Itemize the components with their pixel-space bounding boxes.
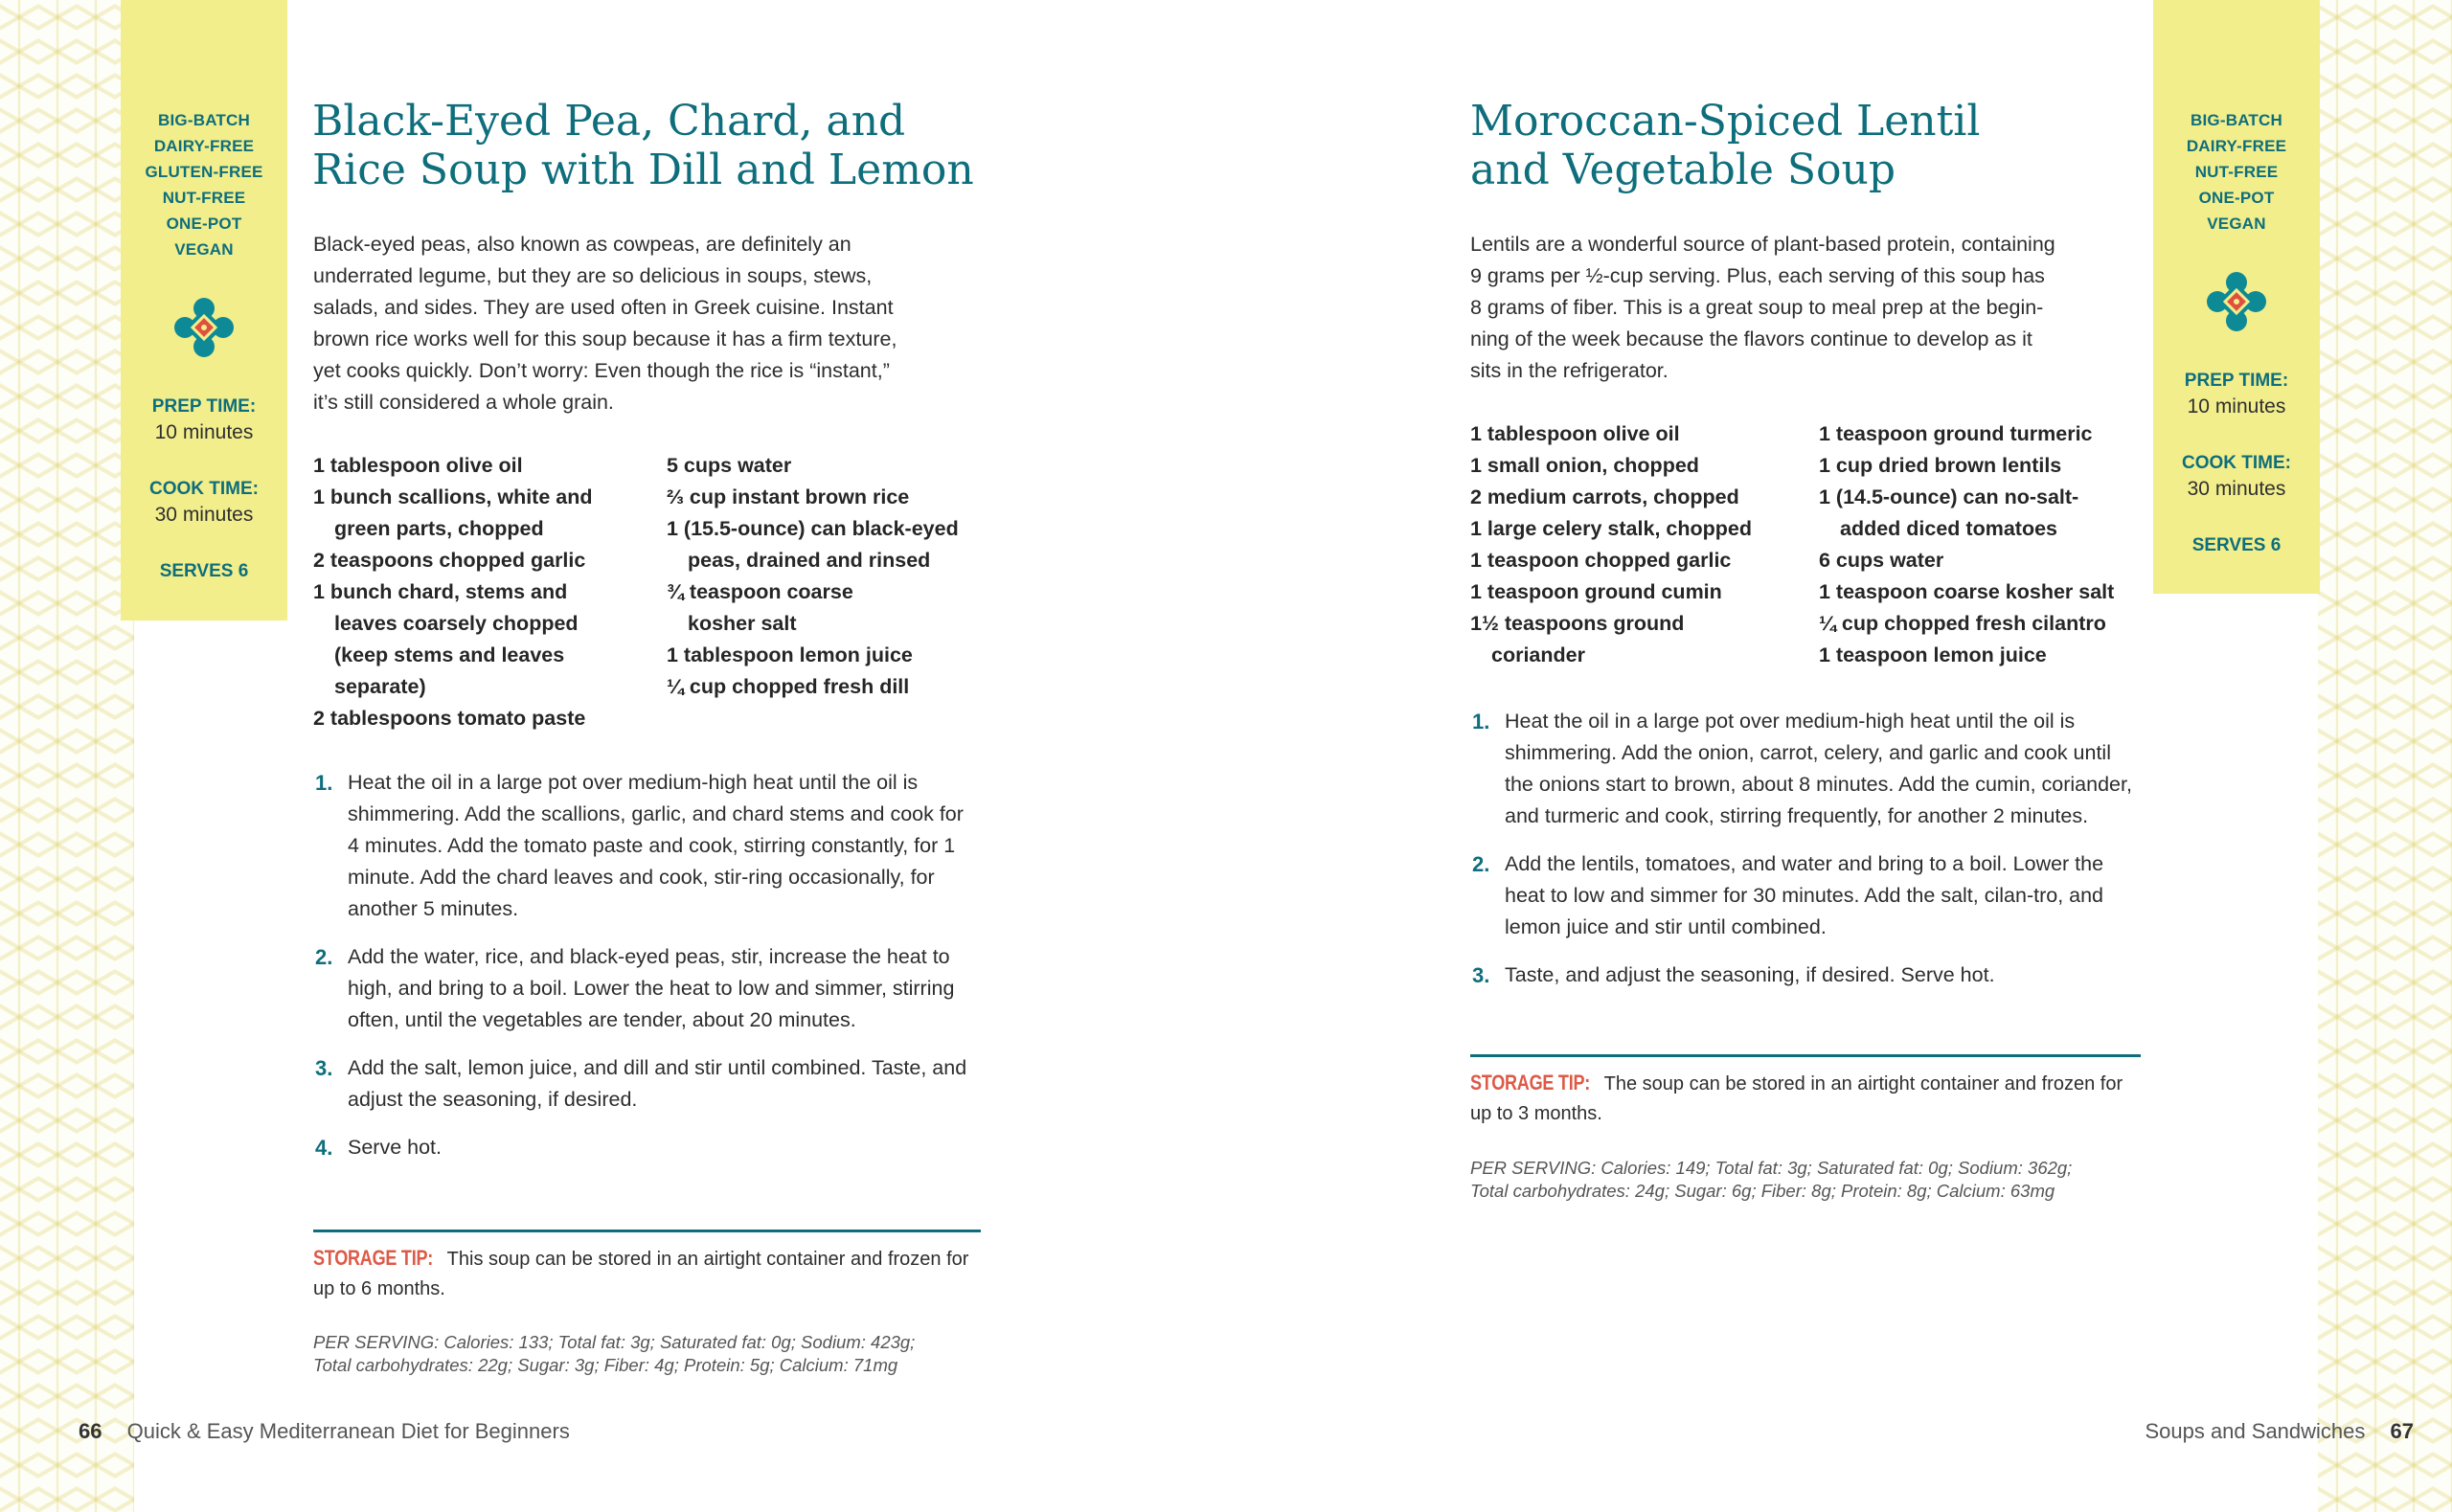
book-title: Quick & Easy Mediterranean Diet for Beginners: [126, 1419, 570, 1443]
recipe-info-sidebar-left: [121, 0, 287, 621]
section-divider: [313, 1230, 981, 1232]
step-number: 3.: [315, 1056, 333, 1080]
intro-line: 9 grams per ½-cup serving. Plus, each serving of this soup has: [1470, 264, 2045, 287]
recipe-steps-right: [1470, 706, 2141, 1007]
ingredient-item: 1 tablespoon olive oil: [313, 454, 523, 477]
cook-time-value: 30 minutes: [154, 504, 254, 526]
ingredient-item: 1 bunch scallions, white and green parts, chopped: [313, 485, 593, 540]
cook-time: [2153, 451, 2320, 503]
diet-tag: VEGAN: [2207, 214, 2266, 233]
recipe-step: [1470, 959, 2141, 991]
ingredient-item: 1 teaspoon coarse kosher salt: [1819, 580, 2115, 603]
ingredient-item: 1 tablespoon olive oil: [1470, 422, 1680, 445]
recipe-step: [313, 941, 974, 1036]
decorative-pattern-right: [2318, 0, 2452, 1512]
cook-time-label: COOK TIME:: [149, 479, 259, 499]
page-number: 66: [79, 1419, 102, 1443]
storage-tip-label: STORAGE TIP:: [313, 1246, 434, 1270]
intro-line: salads, and sides. They are used often in Greek cuisine. Instant: [313, 296, 894, 319]
cook-time-value: 30 minutes: [2187, 478, 2286, 500]
recipe-title-line: Moroccan-Spiced Lentil: [1470, 97, 1981, 146]
nutrition-line: PER SERVING: Calories: 149; Total fat: 3g; Saturated fat: 0g; Sodium: 362g;: [1470, 1158, 2073, 1178]
diet-tag: GLUTEN-FREE: [145, 163, 263, 181]
recipe-step: [1470, 706, 2141, 832]
intro-line: 8 grams of fiber. This is a great soup to meal prep at the begin-: [1470, 296, 2044, 319]
footer-left: [79, 1419, 570, 1444]
prep-time: [121, 395, 287, 446]
section-divider: [1470, 1054, 2141, 1057]
ingredient-item: ¾ teaspoon coarse kosher salt: [667, 580, 853, 635]
ingredient-item: 1 cup dried brown lentils: [1819, 454, 2062, 477]
prep-time: [2153, 369, 2320, 420]
step-text: Serve hot.: [348, 1136, 442, 1159]
recipe-step: [313, 1052, 974, 1116]
servings-label: SERVES 6: [2191, 535, 2282, 555]
recipe-info-sidebar-right: [2153, 0, 2320, 594]
diet-tag: VEGAN: [174, 240, 234, 259]
ornament-icon: [2206, 271, 2267, 332]
diet-tag: ONE-POT: [2198, 189, 2275, 207]
ingredients-column-2-right: [1819, 418, 2145, 671]
ingredient-item: 1½ teaspoons ground coriander: [1470, 612, 1685, 666]
step-text: Add the lentils, tomatoes, and water and bring to a boil. Lower the heat to low and simmer for 30 minutes. Add the salt, cilan-tro, and lemon juice and stir until combined.: [1505, 852, 2104, 938]
recipe-step: [313, 1132, 974, 1163]
storage-tip-left: [313, 1243, 984, 1304]
recipe-steps-left: [313, 767, 974, 1180]
ingredients-column-1-right: [1470, 418, 1796, 671]
step-number: 2.: [1472, 852, 1490, 876]
prep-time-label: PREP TIME:: [2184, 371, 2289, 391]
step-text: Add the salt, lemon juice, and dill and stir until combined. Taste, and adjust the seasoning, if desired.: [348, 1056, 967, 1111]
intro-line: Lentils are a wonderful source of plant-based protein, containing: [1470, 233, 2055, 256]
ingredient-item: 1 tablespoon lemon juice: [667, 643, 913, 666]
nutrition-line: Total carbohydrates: 22g; Sugar: 3g; Fiber: 4g; Protein: 5g; Calcium: 71mg: [313, 1355, 898, 1375]
recipe-intro-right: [1470, 229, 2150, 387]
ingredient-item: 2 medium carrots, chopped: [1470, 485, 1739, 508]
nutrition-line: Total carbohydrates: 24g; Sugar: 6g; Fiber: 8g; Protein: 8g; Calcium: 63mg: [1470, 1181, 2055, 1201]
intro-line: sits in the refrigerator.: [1470, 359, 1669, 382]
intro-line: underrated legume, but they are so delicious in soups, stews,: [313, 264, 873, 287]
decorative-pattern-left: [0, 0, 134, 1512]
ingredient-item: 1 teaspoon ground turmeric: [1819, 422, 2093, 445]
ingredient-item: 1 teaspoon chopped garlic: [1470, 549, 1732, 572]
ingredient-item: 1 bunch chard, stems and leaves coarsely chopped (keep stems and leaves separate): [313, 580, 579, 698]
diet-tag: NUT-FREE: [2194, 163, 2279, 181]
ingredient-item: 6 cups water: [1819, 549, 1944, 572]
step-number: 1.: [1472, 710, 1490, 733]
diet-tag: BIG-BATCH: [158, 111, 250, 129]
ingredient-item: ¼ cup chopped fresh cilantro: [1819, 612, 2106, 635]
ingredient-item: 2 teaspoons chopped garlic: [313, 549, 586, 572]
page-number: 67: [2390, 1419, 2414, 1443]
diet-tag: DAIRY-FREE: [153, 137, 255, 155]
ingredient-item: 2 tablespoons tomato paste: [313, 707, 586, 730]
step-text: Add the water, rice, and black-eyed peas, stir, increase the heat to high, and bring to a boil. Lower the heat to low and simmer, stirring often, until the vegetables are tender, about 20 minutes.: [348, 945, 955, 1031]
recipe-step: [313, 767, 974, 925]
cook-time: [121, 477, 287, 529]
diet-tag: BIG-BATCH: [2191, 111, 2282, 129]
step-text: Heat the oil in a large pot over medium-high heat until the oil is shimmering. Add the scallions, garlic, and chard stems and cook for 4 minutes. Add the tomato paste and cook, stirring constantly, for 1 minute. Add the chard leaves and cook, stir-ring occasionally, for another 5 minutes.: [348, 771, 964, 920]
ingredient-item: ¼ cup chopped fresh dill: [667, 675, 910, 698]
ingredient-item: 5 cups water: [667, 454, 792, 477]
nutrition-info-left: [313, 1331, 1003, 1377]
recipe-title-left: [312, 97, 974, 194]
nutrition-line: PER SERVING: Calories: 133; Total fat: 3g; Saturated fat: 0g; Sodium: 423g;: [313, 1332, 916, 1352]
intro-line: it’s still considered a whole grain.: [313, 391, 614, 414]
servings: [121, 559, 287, 584]
step-number: 1.: [315, 771, 333, 795]
servings-label: SERVES 6: [159, 561, 249, 581]
ingredient-item: 1 (14.5-ounce) can no-salt-added diced tomatoes: [1819, 485, 2079, 540]
diet-tag: ONE-POT: [166, 214, 242, 233]
diet-tags: [121, 107, 287, 262]
ingredients-column-2-left: [667, 450, 1002, 703]
prep-time-value: 10 minutes: [2187, 395, 2286, 417]
storage-tip-right: [1470, 1068, 2141, 1129]
step-text: Heat the oil in a large pot over medium-high heat until the oil is shimmering. Add the onion, carrot, celery, and garlic and cook until the onions start to brown, about 8 minutes. Add the cumin, coriander, and turmeric and cook, stirring frequently, for another 2 minutes.: [1505, 710, 2132, 827]
ingredient-item: 1 small onion, chopped: [1470, 454, 1699, 477]
intro-line: brown rice works well for this soup because it has a firm texture,: [313, 327, 897, 350]
storage-tip-text: The soup can be stored in an airtight container and frozen for up to 3 months.: [1470, 1073, 2123, 1124]
ingredients-column-1-left: [313, 450, 629, 734]
recipe-title-line: Rice Soup with Dill and Lemon: [312, 146, 974, 194]
ingredient-item: 1 teaspoon lemon juice: [1819, 643, 2047, 666]
ingredient-item: 1 (15.5-ounce) can black-eyed peas, drained and rinsed: [667, 517, 959, 572]
recipe-title-right: [1470, 97, 1980, 194]
step-number: 2.: [315, 945, 333, 969]
intro-line: Black-eyed peas, also known as cowpeas, are definitely an: [313, 233, 851, 256]
diet-tags: [2153, 107, 2320, 237]
servings: [2153, 533, 2320, 558]
footer-right: [2145, 1419, 2414, 1444]
nutrition-info-right: [1470, 1157, 2160, 1203]
recipe-step: [1470, 848, 2141, 943]
diet-tag: NUT-FREE: [162, 189, 246, 207]
ornament-icon: [173, 297, 235, 358]
ingredient-item: 1 large celery stalk, chopped: [1470, 517, 1752, 540]
step-text: Taste, and adjust the seasoning, if desired. Serve hot.: [1505, 963, 1995, 986]
recipe-intro-left: [313, 229, 1003, 418]
ingredient-item: ⅔ cup instant brown rice: [667, 485, 910, 508]
step-number: 3.: [1472, 963, 1490, 987]
recipe-title-line: and Vegetable Soup: [1470, 146, 1896, 194]
storage-tip-text: This soup can be stored in an airtight container and frozen for up to 6 months.: [313, 1249, 969, 1299]
diet-tag: DAIRY-FREE: [2186, 137, 2287, 155]
intro-line: ning of the week because the flavors continue to develop as it: [1470, 327, 2032, 350]
prep-time-label: PREP TIME:: [151, 396, 257, 417]
recipe-title-line: Black-Eyed Pea, Chard, and: [312, 97, 906, 146]
prep-time-value: 10 minutes: [154, 421, 254, 443]
storage-tip-label: STORAGE TIP:: [1470, 1071, 1591, 1095]
chapter-title: Soups and Sandwiches: [2145, 1419, 2366, 1443]
ingredient-item: 1 teaspoon ground cumin: [1470, 580, 1722, 603]
intro-line: yet cooks quickly. Don’t worry: Even though the rice is “instant,”: [313, 359, 890, 382]
step-number: 4.: [315, 1136, 333, 1160]
cook-time-label: COOK TIME:: [2182, 453, 2291, 473]
